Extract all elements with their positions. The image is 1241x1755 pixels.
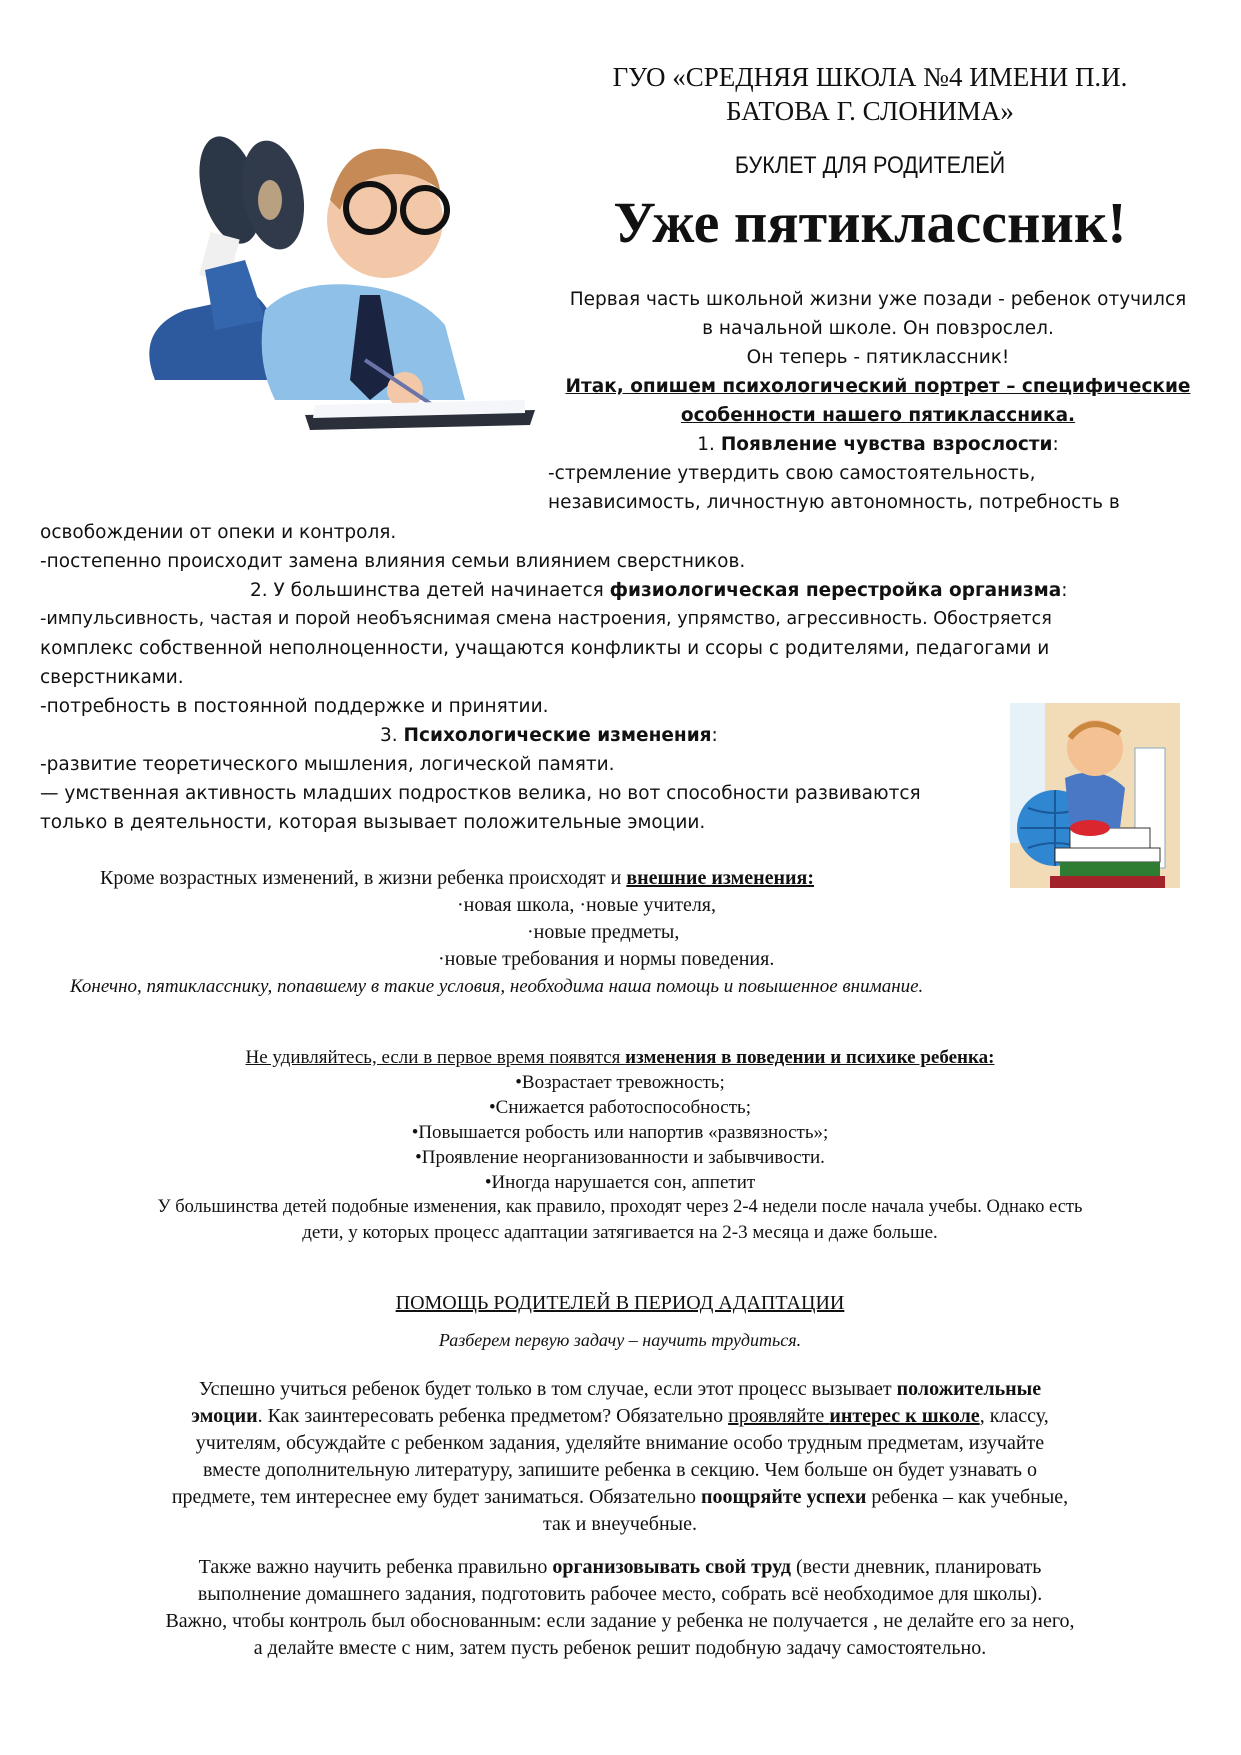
external-intro-bold: внешние изменения: <box>626 867 815 889</box>
external-intro <box>40 865 1190 892</box>
help-paragraph-line <box>40 1484 1200 1511</box>
underlined-text: проявляйте <box>728 1405 830 1427</box>
text: Успешно учиться ребенок будет только в том случае, если этот процесс вызывает <box>198 1378 897 1400</box>
body-line: -импульсивность, частая и порой необъяснимая смена настроения, упрямство, агрессивность. Обостряется <box>40 609 1052 629</box>
text: Также важно научить ребенка правильно <box>198 1556 553 1578</box>
external-intro-text: Кроме возрастных изменений, в жизни ребенка происходят и <box>100 867 627 889</box>
item3-title: Психологические изменения <box>403 725 712 746</box>
bullet-item: •Снижается работоспособность; <box>489 1097 751 1118</box>
text: ребенка – как учебные, <box>866 1486 1069 1508</box>
body-line: -потребность в постоянной поддержке и принятии. <box>40 696 549 717</box>
item-number: 1. <box>697 434 721 455</box>
help-paragraph-line: Важно, чтобы контроль был обоснованным: если задание у ребенка не получается , не делайте его за него, <box>165 1610 1075 1632</box>
text: предмете, тем интереснее ему будет заниматься. Обязательно <box>171 1486 701 1508</box>
external-item: ·новые предметы, <box>527 921 680 943</box>
item1-heading <box>548 430 1208 459</box>
bold-underlined-text: интерес к школе <box>829 1405 980 1427</box>
help-paragraph-line: учителям, обсуждайте с ребенком задания, уделяйте внимание особо трудным предметам, изучайте <box>195 1432 1045 1454</box>
item-colon: : <box>1061 580 1068 601</box>
bullet-item: •Иногда нарушается сон, аппетит <box>484 1172 756 1193</box>
item-title: Появление чувства взрослости <box>720 434 1053 455</box>
intro-section <box>548 285 1208 517</box>
help-subheading: Разберем первую задачу – научить трудиться. <box>438 1330 802 1350</box>
intro-line: Он теперь - пятиклассник! <box>746 347 1010 368</box>
bullet-item: •Проявление неорганизованности и забывчивости. <box>415 1147 825 1168</box>
help-paragraph-line: вместе дополнительную литературу, запишите ребенка в секцию. Чем больше он будет узнавать о <box>202 1459 1038 1481</box>
body-line: -постепенно происходит замена влияния семьи влиянием сверстников. <box>40 551 746 572</box>
boy-photo <box>95 80 535 440</box>
body-line: освобождении от опеки и контроля. <box>40 522 397 543</box>
page-title: Уже пятиклассник! <box>613 190 1127 255</box>
bold-text: положительные <box>896 1378 1042 1400</box>
school-name <box>560 60 1180 128</box>
adaptation-note: У большинства детей подобные изменения, как правило, проходят через 2-4 недели после начала учебы. Однако есть <box>157 1197 1083 1217</box>
intro-line: в начальной школе. Он повзрослел. <box>702 318 1054 339</box>
portrait-heading-line1: Итак, опишем психологический портрет – специфические <box>565 376 1191 397</box>
help-paragraph-line <box>40 1376 1200 1403</box>
intro-line: Первая часть школьной жизни уже позади - ребенок отучился <box>569 289 1187 310</box>
help-heading <box>40 1290 1200 1317</box>
external-item: ·новые требования и нормы поведения. <box>438 948 775 970</box>
body-line: комплекс собственной неполноценности, учащаются конфликты и ссоры с родителями, педагогами и <box>40 638 1050 659</box>
bullet-item: •Повышается робость или напортив «развязность»; <box>411 1122 829 1143</box>
portrait-heading <box>548 401 1208 430</box>
item2-title: физиологическая перестройка организма <box>609 580 1062 601</box>
school-name-line1: ГУО «СРЕДНЯЯ ШКОЛА №4 ИМЕНИ П.И. <box>612 62 1128 92</box>
school-name-line2: БАТОВА Г. СЛОНИМА» <box>726 96 1014 126</box>
bold-text: эмоции <box>191 1405 258 1427</box>
help-paragraph-line: а делайте вместе с ним, затем пусть ребенок решит подобную задачу самостоятельно. <box>253 1637 987 1659</box>
parent-help-section <box>40 1290 1200 1662</box>
help-paragraph-line <box>40 1554 1200 1581</box>
item2-prefix: 2. У большинства детей начинается <box>250 580 610 601</box>
item2-heading <box>40 576 1200 605</box>
item1-text: независимость, личностную автономность, потребность в <box>548 492 1120 513</box>
text: , классу, <box>979 1405 1049 1427</box>
bullet-item: •Возрастает тревожность; <box>515 1072 725 1093</box>
body-line: сверстниками. <box>40 667 184 688</box>
text: . Как заинтересовать ребенка предметом? Обязательно <box>257 1405 729 1427</box>
item-colon: : <box>711 725 718 746</box>
bold-text: организовывать свой труд <box>552 1556 791 1578</box>
adaptation-heading-text: Не удивляйтесь, если в первое время появятся <box>245 1047 626 1068</box>
external-item: ·новая школа, ·новые учителя, <box>457 894 716 916</box>
booklet-label: БУКЛЕТ ДЛЯ РОДИТЕЛЕЙ <box>734 152 1006 179</box>
bold-text: поощряйте успехи <box>700 1486 867 1508</box>
text: (вести дневник, планировать <box>790 1556 1042 1578</box>
item-colon: : <box>1052 434 1059 455</box>
help-paragraph-line <box>40 1403 1200 1430</box>
help-paragraph-line: так и внеучебные. <box>543 1513 697 1535</box>
help-paragraph-line: выполнение домашнего задания, подготовить рабочее место, собрать всё необходимое для школы). <box>197 1583 1043 1605</box>
external-changes-section <box>40 865 1190 1000</box>
portrait-heading-line2: особенности нашего пятиклассника. <box>680 405 1076 426</box>
body-line: — умственная активность младших подростков велика, но вот способности развиваются <box>40 783 921 804</box>
adaptation-heading <box>40 1045 1200 1070</box>
body-line: -развитие теоретического мышления, логической памяти. <box>40 754 615 775</box>
external-conclusion: Конечно, пятикласснику, попавшему в такие условия, необходима наша помощь и повышенное внимание. <box>70 976 924 997</box>
adaptation-changes-section <box>40 1045 1200 1245</box>
item-number: 3. <box>380 725 404 746</box>
portrait-heading <box>548 372 1208 401</box>
help-heading-text: ПОМОЩЬ РОДИТЕЛЕЙ В ПЕРИОД АДАПТАЦИИ <box>395 1292 845 1314</box>
item1-text: -стремление утвердить свою самостоятельность, <box>548 463 1036 484</box>
body-line: только в деятельности, которая вызывает положительные эмоции. <box>40 812 706 833</box>
adaptation-note: дети, у которых процесс адаптации затягивается на 2-3 месяца и даже больше. <box>302 1222 938 1243</box>
adaptation-heading-bold: изменения в поведении и психике ребенка: <box>625 1047 995 1068</box>
cartoon-illustration <box>1010 703 1180 888</box>
